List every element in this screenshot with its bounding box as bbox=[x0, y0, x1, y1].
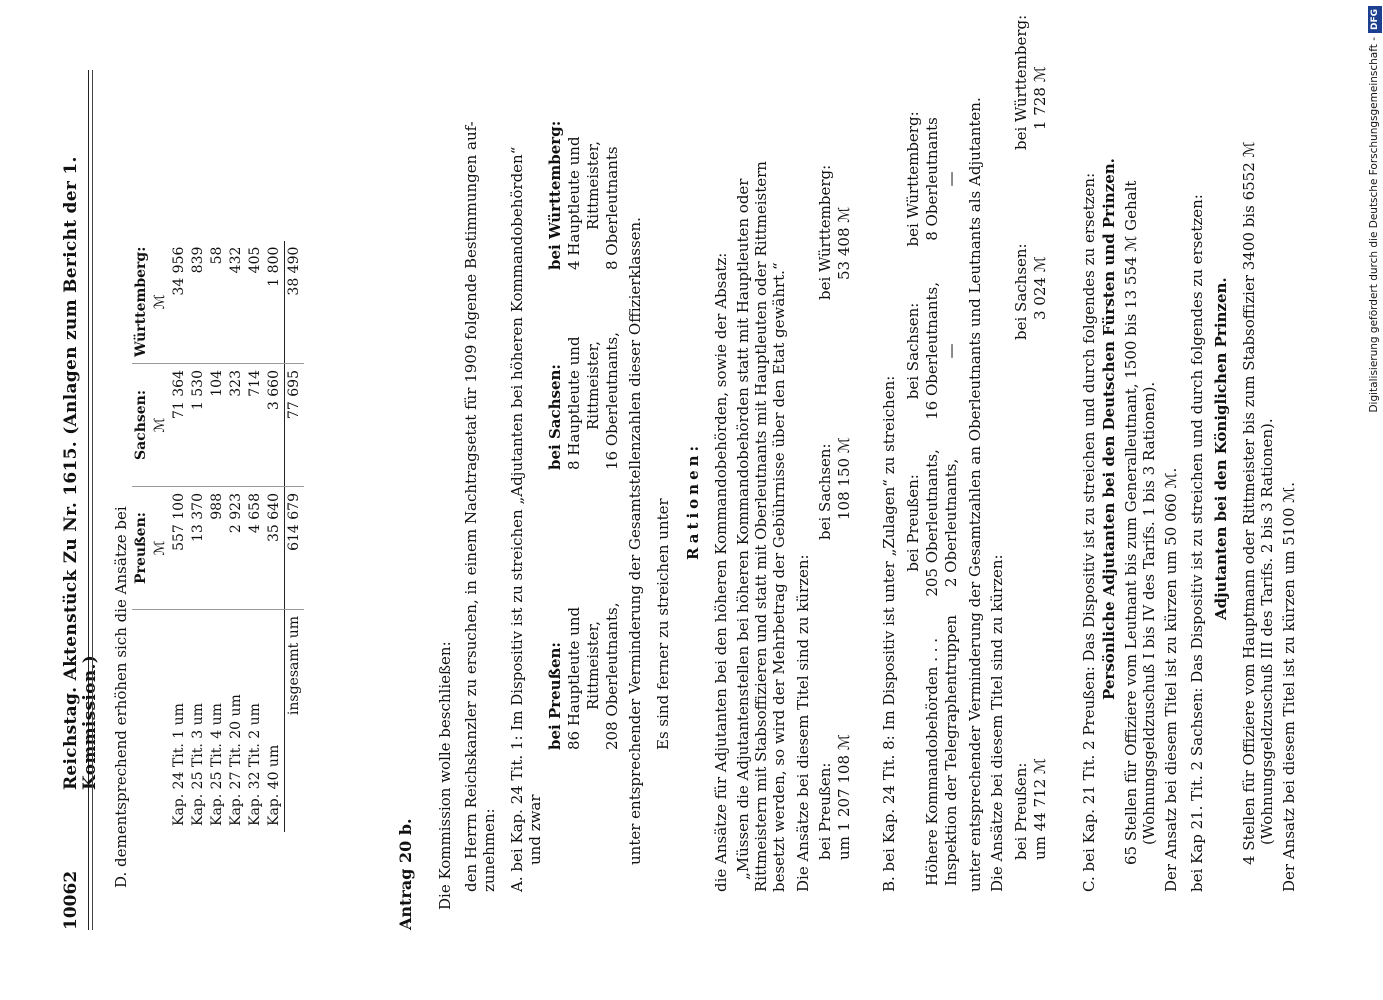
cell: 2 Oberleutnants, bbox=[942, 458, 960, 588]
text-line: bei Preußen: bbox=[1012, 762, 1030, 860]
r-wuerttemberg bbox=[816, 165, 854, 300]
row-label: Kap. 27 Tit. 20 um bbox=[228, 694, 244, 826]
text-line: den Herrn Reichskanzler zu ersuchen, in einem Nachtragsetat für 1909 folgende Bestimmungen auf- bbox=[462, 121, 480, 892]
text-line: A. bei Kap. 24 Tit. 1: Im Dispositiv ist zu streichen „Adjutanten bei höheren Kommandobehörden“ bbox=[508, 146, 526, 892]
text-line: bei Sachsen: bbox=[1012, 243, 1030, 340]
text-line: Der Ansatz bei diesem Titel ist zu kürzen um 50 060 ℳ. bbox=[1162, 467, 1180, 892]
text-line: bei Württemberg: bbox=[1012, 14, 1030, 150]
text-line: bei Preußen: bbox=[816, 762, 834, 860]
text-line: unter entsprechender Verminderung der Gesamtstellenzahlen dieser Offizierklassen. bbox=[626, 217, 644, 865]
section-d-table bbox=[132, 241, 304, 832]
amount: 53 408 ℳ bbox=[835, 206, 853, 280]
col-head: bei Württemberg: bbox=[546, 120, 564, 270]
b-wuerttemberg bbox=[1012, 15, 1050, 150]
text-line: B. bei Kap. 24 Tit. 8: Im Dispositiv ist unter „Zulagen“ zu streichen: bbox=[880, 375, 898, 892]
text-line: „Müssen die Adjutantenstellen bei höheren Kommandobehörden statt mit Hauptleuten oder bbox=[734, 178, 752, 880]
table-row bbox=[942, 93, 961, 892]
text-line: besetzt werden, so wird der Mehrbetrag der Gebührnisse über den Etat gewährt.“ bbox=[770, 262, 788, 892]
b-table bbox=[904, 93, 961, 892]
table-row bbox=[227, 241, 246, 832]
text-line: Rittmeister, bbox=[584, 341, 602, 430]
cell: 557 100 bbox=[170, 487, 189, 610]
cell: 839 bbox=[189, 241, 208, 364]
col-header-wuerttemberg: Württemberg: bbox=[132, 241, 151, 364]
table-row bbox=[923, 93, 942, 892]
cell: — bbox=[942, 343, 960, 359]
cell: 104 bbox=[208, 364, 227, 487]
text-line: zunehmen: bbox=[480, 808, 498, 892]
text-line: Rittmeistern mit Stabsoffizieren und statt mit Oberleutnants mit Hauptleuten oder Rittmeistern bbox=[752, 161, 770, 892]
a-col-preussen bbox=[546, 603, 622, 750]
text-line: 16 Oberleutnants, bbox=[603, 332, 621, 470]
total-cell: 38 490 bbox=[285, 241, 305, 364]
cell: 432 bbox=[227, 241, 246, 364]
cell: 323 bbox=[227, 364, 246, 487]
header-rule bbox=[92, 70, 93, 930]
col-head: bei Preußen: bbox=[546, 642, 564, 750]
amount: 108 150 ℳ bbox=[835, 437, 853, 520]
page-header bbox=[61, 70, 100, 930]
cell: 8 Oberleutnants bbox=[923, 117, 941, 241]
text-line: 8 Hauptleute und bbox=[565, 336, 583, 470]
table-row bbox=[246, 241, 265, 832]
dfg-sidebar bbox=[1362, 0, 1382, 1000]
row-label: Höhere Kommandobehörden . . . bbox=[923, 637, 941, 886]
col-head: bei Württemberg: bbox=[904, 111, 922, 247]
text-line: Rittmeister, bbox=[584, 141, 602, 230]
dfg-credit-text: Digitalisierung gefördert durch die Deutsche Forschungsgemeinschaft - bbox=[1368, 37, 1380, 413]
text-line: Die Ansätze bei diesem Titel sind zu kürzen: bbox=[794, 554, 812, 892]
row-label: Kap. 25 Tit. 3 um bbox=[190, 703, 206, 826]
text-line: Es sind ferner zu streichen unter bbox=[654, 498, 672, 750]
unit: ℳ bbox=[151, 487, 170, 610]
row-label: Kap. 24 Tit. 1 um bbox=[171, 703, 187, 826]
cell: 714 bbox=[246, 364, 265, 487]
col-head: bei Sachsen: bbox=[546, 364, 564, 470]
row-label: Kap. 25 Tit. 4 um bbox=[209, 703, 225, 826]
text-line: Rittmeister, bbox=[584, 621, 602, 710]
text-line: und zwar bbox=[526, 794, 544, 865]
rationen-heading: Rationen: bbox=[684, 441, 702, 560]
section-d-intro: D. dementsprechend erhöhen sich die Ansätze bei bbox=[112, 506, 130, 888]
total-label: insgesamt um bbox=[285, 610, 305, 833]
table-row bbox=[208, 241, 227, 832]
text-line: 4 Stellen für Offiziere vom Hauptmann oder Rittmeister bis zum Stabsoffizier 3400 bis 6552 ℳ bbox=[1240, 141, 1258, 865]
table-row bbox=[265, 241, 285, 832]
cell: 988 bbox=[208, 487, 227, 610]
text-line: Der Ansatz bei diesem Titel ist zu kürzen um 5100 ℳ. bbox=[1280, 482, 1298, 892]
text-line: bei Württemberg: bbox=[816, 164, 834, 300]
cell: 13 370 bbox=[189, 487, 208, 610]
row-label: Inspektion der Telegraphentruppen bbox=[942, 614, 960, 886]
text-line: 4 Hauptleute und bbox=[565, 136, 583, 270]
cell: 58 bbox=[208, 241, 227, 364]
antrag-heading: Antrag 20 b. bbox=[396, 818, 415, 930]
total-cell: 77 695 bbox=[285, 364, 305, 487]
amount: 3 024 ℳ bbox=[1031, 256, 1049, 320]
dfg-logo: DFG bbox=[1368, 6, 1382, 33]
subheading: Adjutanten bei den Königlichen Prinzen. bbox=[1212, 277, 1230, 620]
text-line: C. bei Kap. 21 Tit. 2 Preußen: Das Dispositiv ist zu streichen und durch folgendes zu ersetzen: bbox=[1080, 172, 1098, 892]
cell: 1 800 bbox=[265, 241, 285, 364]
cell: — bbox=[942, 171, 960, 187]
subheading: Persönliche Adjutanten bei den Deutschen Fürsten und Prinzen. bbox=[1100, 158, 1118, 700]
increase-table bbox=[132, 241, 304, 832]
text-line: (Wohnungsgeldzuschuß I bis IV des Tarifs. 1 bis 3 Rationen). bbox=[1140, 381, 1158, 845]
cell: 1 530 bbox=[189, 364, 208, 487]
table-row bbox=[170, 241, 189, 832]
total-row bbox=[285, 241, 305, 832]
cell: 3 660 bbox=[265, 364, 285, 487]
text-line: 8 Oberleutnants bbox=[603, 146, 621, 270]
text-line: 208 Oberleutnants, bbox=[603, 602, 621, 750]
text-line: 86 Hauptleute und bbox=[565, 606, 583, 750]
text-line: unter entsprechender Verminderung der Gesamtzahlen an Oberleutnants und Leutnants als Adjutanten. bbox=[966, 97, 984, 892]
text-line: 65 Stellen für Offiziere vom Leutnant bis zum Generalleutnant, 1500 bis 13 554 ℳ Gehalt bbox=[1122, 180, 1140, 865]
col-head: bei Preußen: bbox=[904, 474, 922, 572]
a-col-wuerttemberg bbox=[546, 121, 622, 270]
page-number: 10062 bbox=[61, 870, 81, 930]
text-line: die Ansätze für Adjutanten bei den höheren Kommandobehörden, sowie der Absatz: bbox=[712, 252, 730, 892]
a-col-sachsen bbox=[546, 332, 622, 470]
b-preussen bbox=[1012, 758, 1050, 860]
unit: ℳ bbox=[151, 364, 170, 487]
table-row bbox=[189, 241, 208, 832]
amount: um 1 207 108 ℳ bbox=[835, 734, 853, 860]
cell: 205 Oberleutnants, bbox=[923, 449, 941, 597]
cell: 71 364 bbox=[170, 364, 189, 487]
text-line: bei Sachsen: bbox=[816, 443, 834, 540]
b-table-grid bbox=[904, 93, 961, 892]
total-cell: 614 679 bbox=[285, 487, 305, 610]
col-head: bei Sachsen: bbox=[904, 302, 922, 400]
text-line: (Wohnungsgeldzuschuß III des Tarifs. 2 bis 3 Rationen). bbox=[1258, 418, 1276, 845]
text-line: bei Kap 21. Tit. 2 Sachsen: Das Dispositiv ist zu streichen und durch folgendes zu ersetzen: bbox=[1188, 194, 1206, 892]
unit: ℳ bbox=[151, 241, 170, 364]
row-label: Kap. 40 um bbox=[266, 744, 282, 826]
col-header-sachsen: Sachsen: bbox=[132, 364, 151, 487]
cell: 2 923 bbox=[227, 487, 246, 610]
row-label: Kap. 32 Tit. 2 um bbox=[247, 703, 263, 826]
text-line: Die Ansätze bei diesem Titel sind zu kürzen: bbox=[988, 554, 1006, 892]
cell: 35 640 bbox=[265, 487, 285, 610]
amount: um 44 712 ℳ bbox=[1031, 758, 1049, 860]
cell: 405 bbox=[246, 241, 265, 364]
col-header-preussen: Preußen: bbox=[132, 487, 151, 610]
cell: 16 Oberleutnants, bbox=[923, 281, 941, 420]
amount: 1 728 ℳ bbox=[1031, 66, 1049, 130]
text-line: Die Kommission wolle beschließen: bbox=[436, 641, 454, 910]
r-preussen bbox=[816, 734, 854, 860]
b-sachsen bbox=[1012, 243, 1050, 340]
dfg-credit bbox=[1364, 0, 1383, 1000]
cell: 34 956 bbox=[170, 241, 189, 364]
cell: 4 658 bbox=[246, 487, 265, 610]
page-title: Reichstag. Aktenstück Zu Nr. 1615. (Anlagen zum Bericht der 1. Kommission.) bbox=[61, 156, 100, 790]
r-sachsen bbox=[816, 437, 854, 540]
